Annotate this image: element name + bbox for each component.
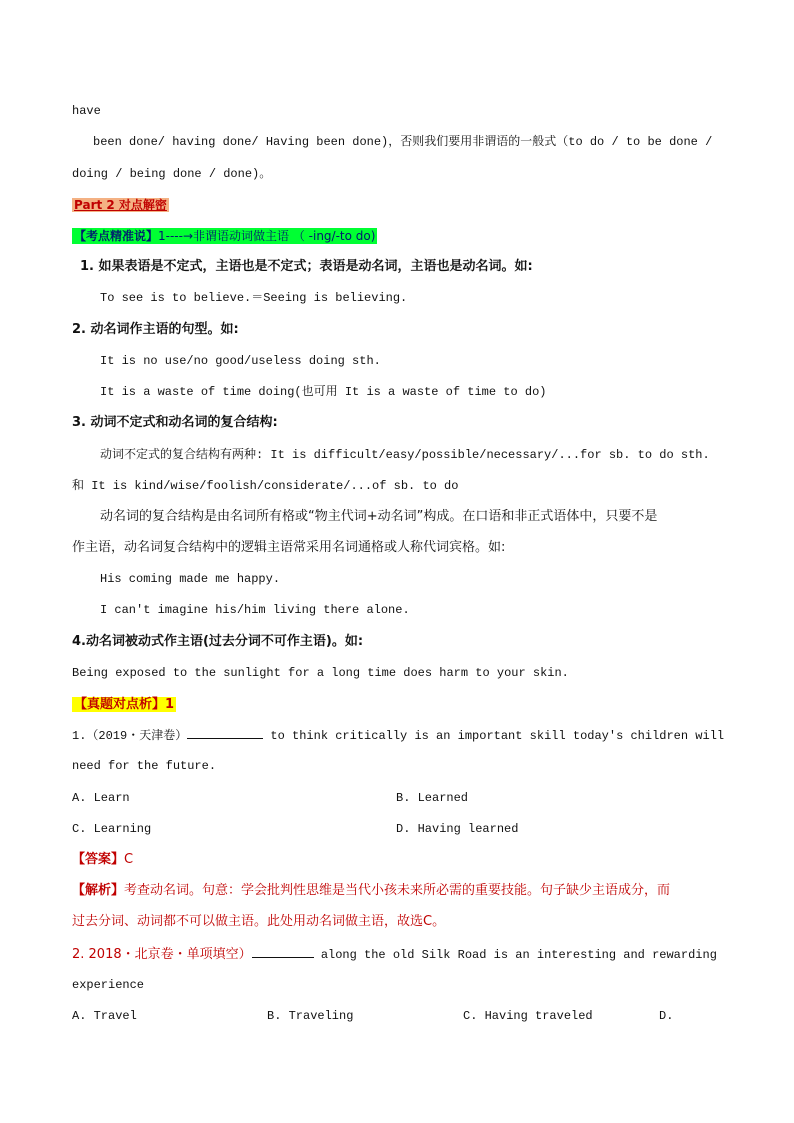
intro-line-3: doing / being done / done)。 bbox=[72, 167, 272, 181]
section-tag-bracket: 【考点精准说】 bbox=[74, 229, 159, 243]
question-1-analysis-2: 过去分词、动词都不可以做主语。此处用动名词做主语，故选C。 bbox=[72, 914, 446, 929]
point-3-example-2: I can't imagine his/him living there alone. bbox=[100, 603, 410, 617]
point-4-example: Being exposed to the sunlight for a long time does harm to your skin. bbox=[72, 666, 569, 680]
part-label: Part 2 对点解密 bbox=[74, 198, 167, 212]
intro-line-1: have bbox=[72, 104, 101, 118]
point-3-line-1: 动词不定式的复合结构有两种: It is difficult/easy/possible/necessary/...for sb. to do sth. bbox=[100, 448, 710, 462]
question-1-answer bbox=[72, 851, 133, 869]
point-3-title: 3. 动词不定式和动名词的复合结构: bbox=[72, 415, 278, 430]
question-2-stem-text: along the old Silk Road is an interesting and rewarding bbox=[313, 948, 717, 962]
point-4-title: 4.动名词被动式作主语(过去分词不可作主语)。如: bbox=[72, 634, 364, 649]
point-3-line-4: 作主语，动名词复合结构中的逻辑主语常采用名词通格或人称代词宾格。如: bbox=[72, 540, 506, 555]
analysis-tag bbox=[72, 695, 176, 714]
point-3-example-1: His coming made me happy. bbox=[100, 572, 281, 586]
section-tag-text: 1----→非谓语动词做主语 （ -ing/-to do) bbox=[158, 229, 376, 243]
question-1-option-b: B. Learned bbox=[396, 791, 469, 805]
question-1-option-d: D. Having learned bbox=[396, 822, 519, 836]
section-tag bbox=[72, 227, 377, 245]
answer-value: C bbox=[124, 852, 134, 867]
analysis-label: 【解析】 bbox=[72, 883, 125, 898]
question-2-option-b: B. Traveling bbox=[267, 1009, 354, 1023]
question-2-option-d: D. bbox=[659, 1009, 674, 1023]
point-2-title: 2. 动名词作主语的句型。如: bbox=[72, 322, 239, 337]
point-3-line-2: 和 It is kind/wise/foolish/considerate/...of sb. to do bbox=[72, 479, 459, 493]
question-2-stem-2: experience bbox=[72, 978, 145, 992]
answer-label: 【答案】 bbox=[72, 852, 125, 867]
point-1-title: 1. 如果表语是不定式，主语也是不定式；表语是动名词，主语也是动名词。如: bbox=[80, 259, 533, 274]
section-tag-highlight bbox=[72, 228, 377, 244]
question-2-stem bbox=[72, 945, 717, 964]
question-1-stem-2: need for the future. bbox=[72, 759, 217, 773]
question-1-analysis-1 bbox=[72, 882, 670, 900]
point-2-example-2: It is a waste of time doing(也可用 It is a waste of time to do) bbox=[100, 385, 547, 399]
question-2-option-a: A. Travel bbox=[72, 1009, 137, 1023]
question-1-blank bbox=[187, 726, 263, 739]
analysis-text-1: 考查动名词。句意：学会批判性思维是当代小孩未来所必需的重要技能。句子缺少主语成分，而 bbox=[124, 883, 671, 898]
point-2-example-1: It is no use/no good/useless doing sth. bbox=[100, 354, 381, 368]
question-1-option-c: C. Learning bbox=[72, 822, 152, 836]
analysis-tag-highlight: 【真题对点析】1 bbox=[74, 697, 175, 712]
question-1-option-a: A. Learn bbox=[72, 791, 130, 805]
question-1-prefix: 1.（2019・天津卷） bbox=[72, 729, 188, 743]
question-2-option-c: C. Having traveled bbox=[463, 1009, 593, 1023]
question-1-stem-text: to think critically is an important skill today's children will bbox=[263, 729, 725, 743]
point-1-example: To see is to believe.＝Seeing is believing. bbox=[100, 291, 408, 305]
intro-line-2: been done/ having done/ Having been done)，否则我们要用非谓语的一般式（to do / to be done / bbox=[93, 135, 713, 149]
question-1-stem bbox=[72, 726, 724, 745]
question-2-prefix: 2. 2018・北京卷・单项填空） bbox=[72, 947, 252, 962]
question-2-blank bbox=[252, 945, 314, 958]
point-3-line-3: 动名词的复合结构是由名词所有格或“物主代词+动名词”构成。在口语和非正式语体中，只要不是 bbox=[100, 509, 658, 524]
part-heading bbox=[72, 196, 169, 214]
